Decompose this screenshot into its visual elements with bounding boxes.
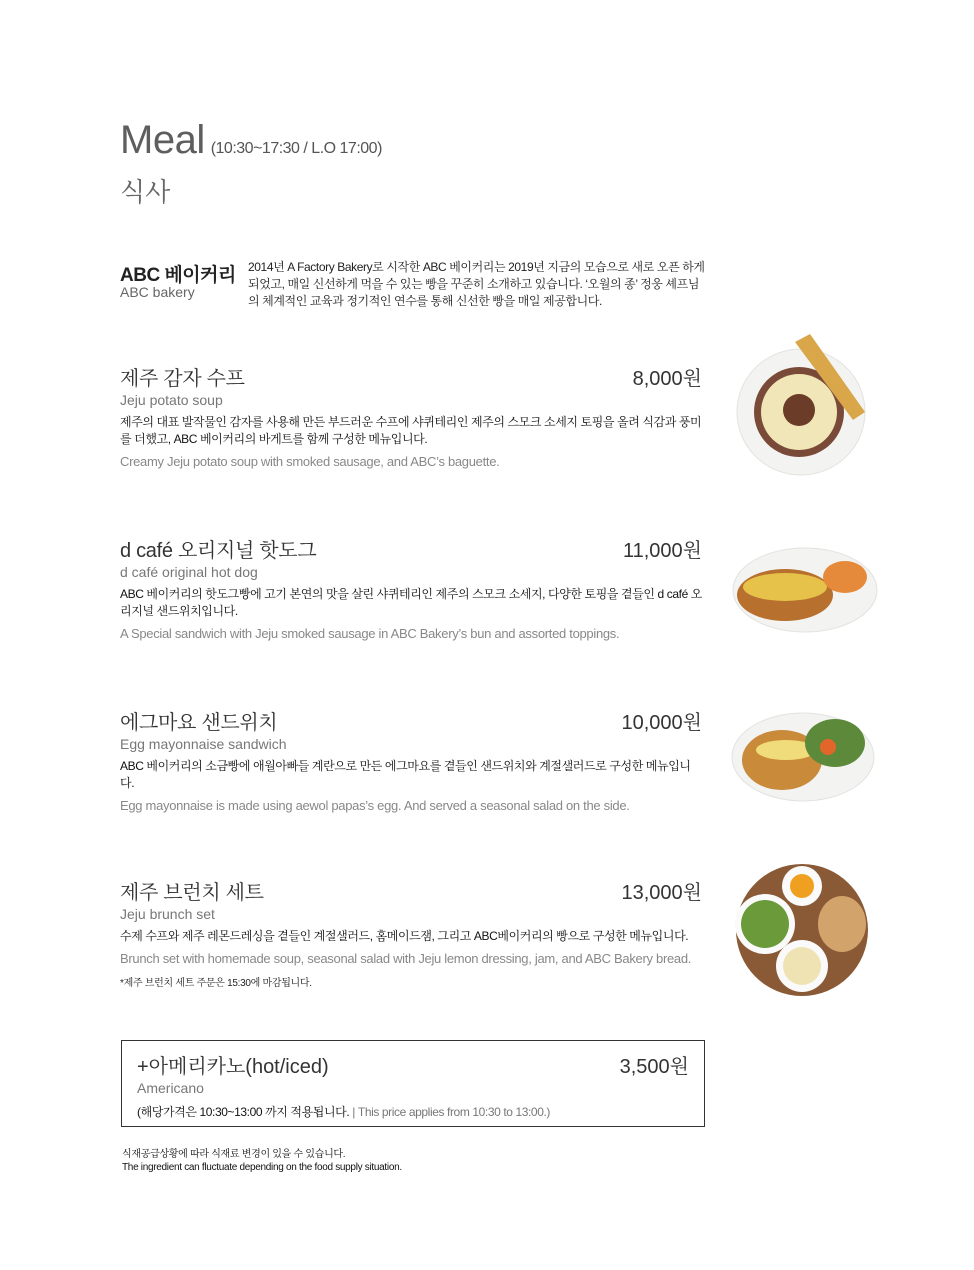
brand-intro: 2014년 A Factory Bakery로 시작한 ABC 베이커리는 2019년 지금의 모습으로 새로 오픈 하게 되었고, 매일 신선하게 먹을 수 있는 빵을 꾸준히 소개하고 있습니다. ‘오월의 종’ 정웅 셰프님의 체계적인 교육과 정기적인 연수를 통해 신선한 빵을 매일 제공합니다. <box>248 260 705 308</box>
item-name-en: d café original hot dog <box>120 564 258 580</box>
potato-soup-photo <box>735 332 870 477</box>
item-price: 11,000원 <box>622 540 702 562</box>
item-note: *제주 브런치 세트 주문은 15:30에 마감됩니다. <box>120 978 312 989</box>
menu-item <box>120 362 702 469</box>
item-desc-en: Brunch set with homemade soup, seasonal salad with Jeju lemon dressing, jam, and ABC Bakery bread. <box>120 951 692 966</box>
item-name: 제주 브런치 세트 <box>120 882 264 904</box>
egg-mayo-sandwich-photo <box>730 705 878 805</box>
separator: | <box>349 1105 358 1119</box>
item-name: d café 오리지널 핫도그 <box>120 540 317 562</box>
item-desc: ABC 베이커리의 소금빵에 애월아빠들 계란으로 만든 에그마요를 곁들인 샌드위치와 계절샐러드로 구성한 메뉴입니다. <box>120 759 691 790</box>
menu-item <box>120 534 702 641</box>
menu-item <box>120 706 702 813</box>
item-name-en: Jeju potato soup <box>120 392 223 408</box>
brand-name-en: ABC bakery <box>120 284 195 300</box>
addon-desc <box>137 1103 689 1120</box>
item-desc: ABC 베이커리의 핫도그빵에 고기 본연의 맛을 살린 샤퀴테리인 제주의 스모크 소세지, 다양한 토핑을 곁들인 d café 오리지널 샌드위치입니다. <box>120 587 702 618</box>
item-name-en: Egg mayonnaise sandwich <box>120 736 287 752</box>
item-price: 13,000원 <box>621 882 702 904</box>
footer-note-ko: 식재공급상황에 따라 식재료 변경이 있을 수 있습니다. <box>122 1149 346 1160</box>
addon-name: +아메리카노(hot/iced) <box>137 1056 329 1078</box>
menu-item <box>120 876 702 989</box>
item-desc-en: Egg mayonnaise is made using aewol papas’s egg. And served a seasonal salad on the side. <box>120 798 630 813</box>
page-title <box>120 118 382 163</box>
item-desc-en: Creamy Jeju potato soup with smoked sausage, and ABC’s baguette. <box>120 454 500 469</box>
footer-note-en: The ingredient can fluctuate depending on the food supply situation. <box>122 1162 402 1173</box>
footer-note <box>122 1148 402 1174</box>
item-desc-en: A Special sandwich with Jeju smoked sausage in ABC Bakery’s bun and assorted toppings. <box>120 626 620 641</box>
item-desc: 제주의 대표 발작물인 감자를 사용해 만든 부드러운 수프에 샤퀴테리인 제주의 스모크 소세지 토핑을 올려 식감과 풍미를 더했고, ABC 베이커리의 바게트를 함께 구성한 메뉴입니다. <box>120 415 702 446</box>
item-price: 10,000원 <box>621 712 702 734</box>
item-name-en: Jeju brunch set <box>120 906 215 922</box>
addon-desc-ko: (해당가격은 10:30~13:00 까지 적용됩니다. <box>137 1105 350 1119</box>
item-name: 제주 감자 수프 <box>120 368 245 390</box>
addon-name-en: Americano <box>137 1080 204 1096</box>
hot-dog-photo <box>730 535 880 635</box>
meal-hours: (10:30~17:30 / L.O 17:00) <box>210 140 382 157</box>
page-title-ko: 식사 <box>120 177 171 207</box>
brunch-set-photo <box>730 862 875 998</box>
brand-name-ko: ABC 베이커리 <box>120 265 236 286</box>
addon-desc-en: This price applies from 10:30 to 13:00.) <box>357 1105 551 1119</box>
addon-price: 3,500원 <box>619 1056 689 1078</box>
item-desc: 수제 수프와 제주 레몬드레싱을 곁들인 계절샐러드, 홈메이드잼, 그리고 ABC베이커리의 빵으로 구성한 메뉴입니다. <box>120 929 689 943</box>
item-name: 에그마요 샌드위치 <box>120 712 278 734</box>
item-price: 8,000원 <box>632 368 702 390</box>
title-text: Meal <box>120 118 205 162</box>
americano-addon-box <box>121 1040 705 1127</box>
